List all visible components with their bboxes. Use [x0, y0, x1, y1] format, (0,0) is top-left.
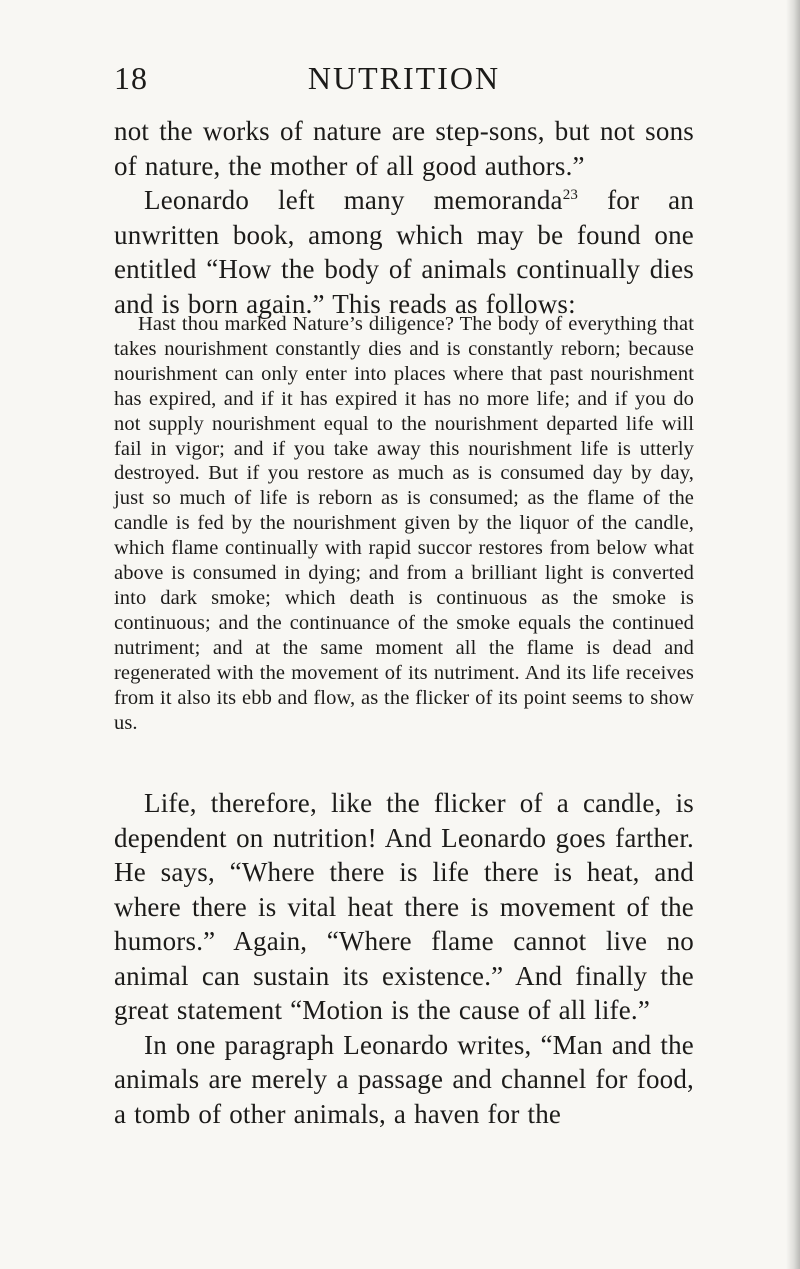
memoranda-text-start: Leonardo left many memoranda	[144, 185, 563, 215]
page-edge-shadow	[786, 0, 800, 1269]
footnote-reference: 23	[562, 187, 579, 203]
running-head	[114, 58, 694, 102]
quote-text: Hast thou marked Nature’s diligence? The body of everything that takes nourishment constantly dies and is constantly reborn; because nourishment can only enter into places where that past nourishment has expired, and if it has expired it has no more life; and if you do not supply nourishment equal to the nourishment departed life will fail in vigor; and if you take away this nourishment life is utterly destroyed. But if you restore as much as is consumed day by day, just so much of life is reborn as is consumed; as the flame of the candle is fed by the nourishment given by the liquor of the candle, which flame continually with rapid succor restores from below what above is consumed in dying; and from a brilliant light is converted into dark smoke; which death is continuous as the smoke is continuous; and the continuance of the smoke equals the continued nutriment; and at the same moment all the flame is dead and regenerated with the movement of its nutriment. And its life receives from it also its ebb and flow, as the flicker of its point seems to show us.	[114, 313, 694, 734]
memoranda-text-end: for an unwritten book, among which may be found one entitled “How the body of animals continually dies and is born again.” This reads as follows:	[114, 185, 694, 319]
closing-text	[114, 786, 694, 1131]
memoranda-paragraph	[114, 183, 694, 321]
block-quote	[114, 312, 694, 735]
running-title: NUTRITION	[307, 60, 501, 96]
opening-text	[114, 114, 694, 321]
passage-paragraph: In one paragraph Leonardo writes, “Man and the animals are merely a passage and channel for food, a tomb of other animals, a haven for the	[114, 1029, 694, 1129]
quote-paragraph	[114, 312, 694, 735]
page-number: 18	[114, 60, 148, 96]
candle-paragraph: Life, therefore, like the flicker of a candle, is dependent on nutrition! And Leonardo goes farther. He says, “Where there is life there is heat, and where there is vital heat there is movement of the humors.” Again, “Where flame cannot live no animal can sustain its existence.” And finally the great statement “Motion is the cause of all life.”	[114, 788, 694, 1025]
continuation-paragraph: not the works of nature are step-sons, but not sons of nature, the mother of all good authors.”	[114, 116, 694, 181]
